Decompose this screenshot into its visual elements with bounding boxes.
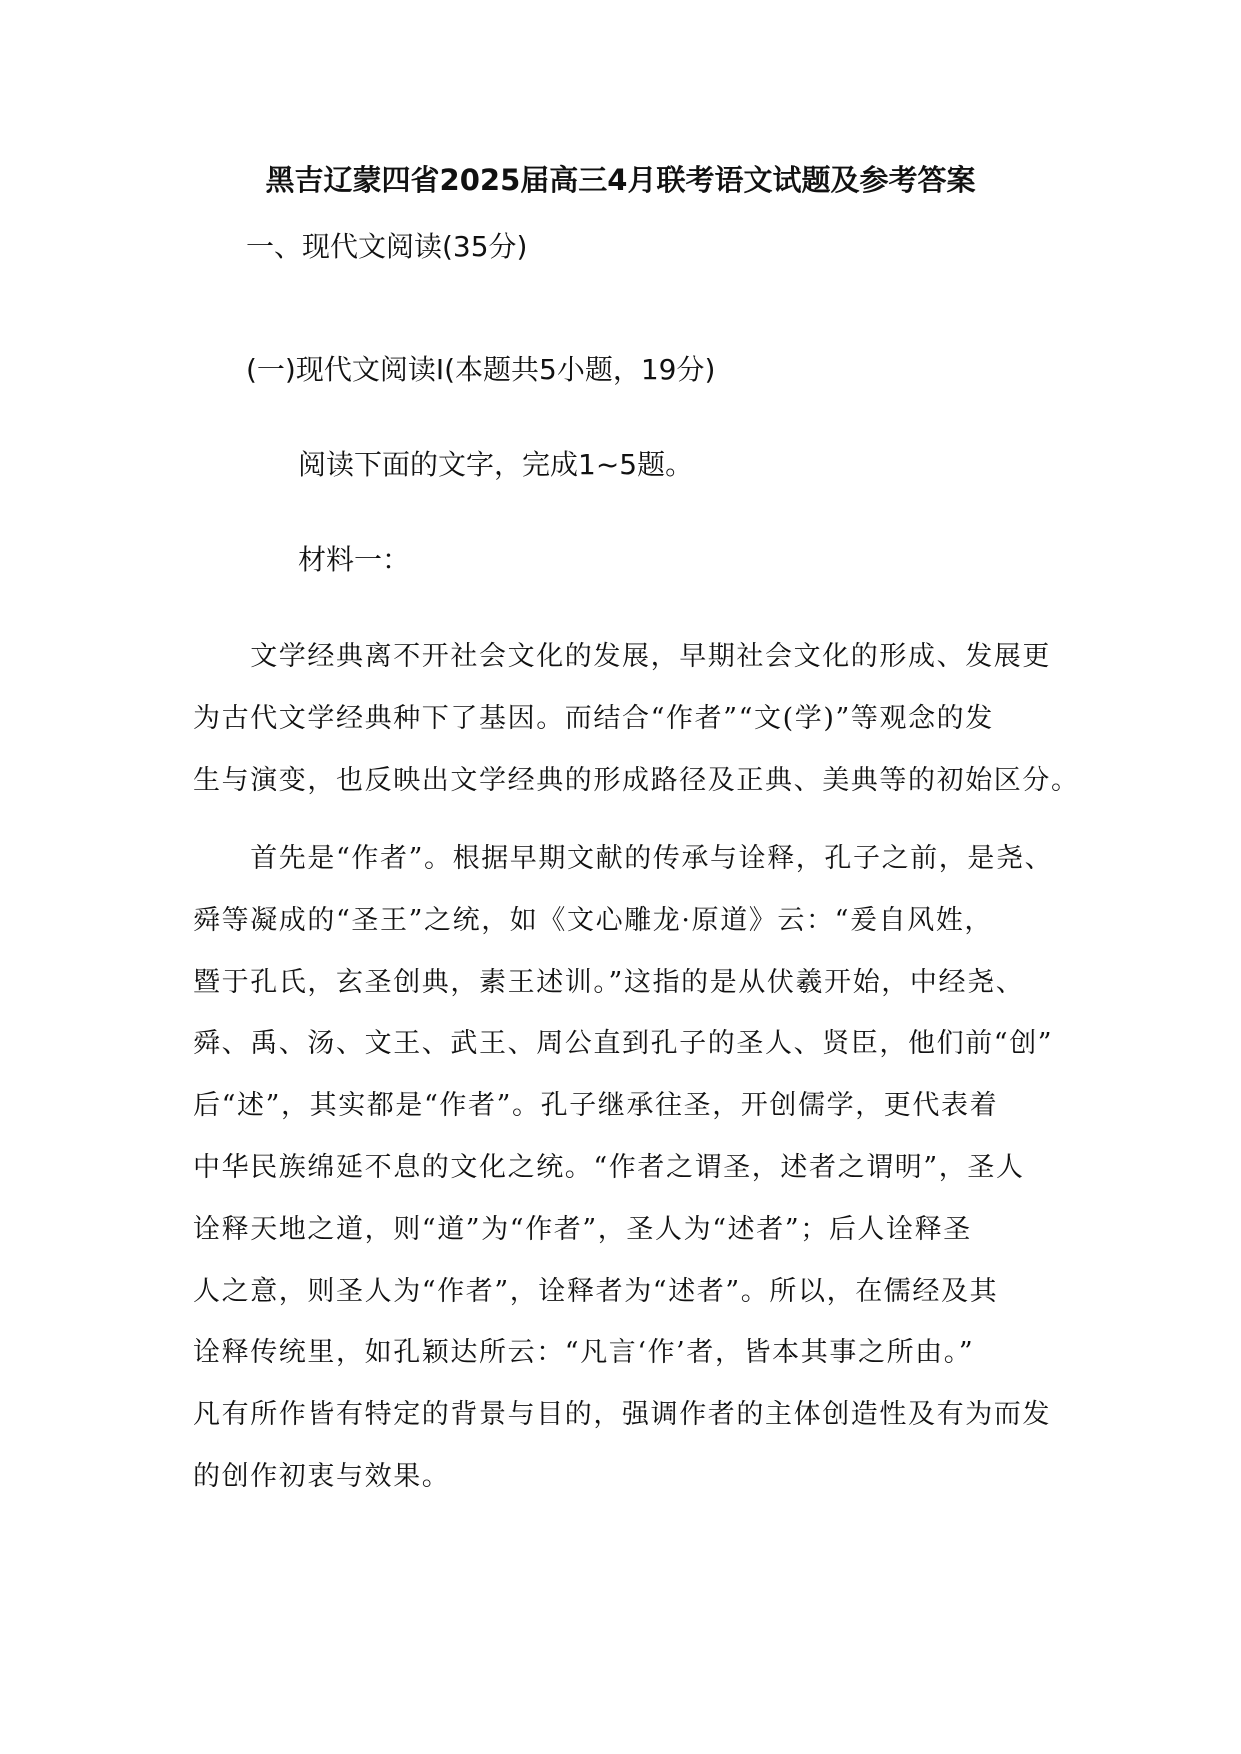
paragraph-line: 为古代文学经典种下了基因。而结合“作者”“文(学)”等观念的发 [193,702,994,734]
section-heading: 一、现代文阅读(35分) [246,230,528,263]
paragraph-line: 舜、禹、汤、文王、武王、周公直到孔子的圣人、贤臣，他们前“创” [193,1028,1054,1060]
paragraph-line: 中华民族绵延不息的文化之统。“作者之谓圣，述者之谓明”，圣人 [193,1151,1025,1183]
paragraph-line: 后“述”，其实都是“作者”。孔子继承往圣，开创儒学，更代表着 [193,1090,999,1122]
material-label: 材料一： [298,543,411,576]
subsection-heading: (一)现代文阅读Ⅰ(本题共5小题，19分) [246,353,716,386]
paragraph-line: 人之意，则圣人为“作者”，诠释者为“述者”。所以，在儒经及其 [193,1275,999,1307]
paragraph-line: 的创作初衷与效果。 [193,1460,451,1492]
paragraph-line: 诠释传统里，如孔颖达所云：“凡言‘作’者，皆本其事之所由。” [193,1337,975,1369]
paragraph-line: 文学经典离不开社会文化的发展，早期社会文化的形成、发展更 [193,641,1051,672]
paragraph-line: 舜等凝成的“圣王”之统，如《文心雕龙·原道》云：“爰自风姓， [193,904,993,936]
paragraph-2 [193,828,1053,1508]
paragraph-line: 生与演变，也反映出文学经典的形成路径及正典、美典等的初始区分。 [193,764,1080,796]
document-title: 黑吉辽蒙四省2025届高三4月联考语文试题及参考答案 [265,163,976,197]
reading-instruction: 阅读下面的文字，完成1~5题。 [298,448,694,481]
paragraph-line: 诠释天地之道，则“道”为“作者”，圣人为“述者”；后人诠释圣 [193,1213,972,1245]
paragraph-line: 首先是“作者”。根据早期文献的传承与诠释，孔子之前，是尧、 [193,843,1054,874]
paragraph-line: 暨于孔氏，玄圣创典，素王述训。”这指的是从伏羲开始，中经尧、 [193,966,1025,998]
paragraph-1 [193,626,1080,811]
paragraph-line: 凡有所作皆有特定的背景与目的，强调作者的主体创造性及有为而发 [193,1399,1051,1431]
